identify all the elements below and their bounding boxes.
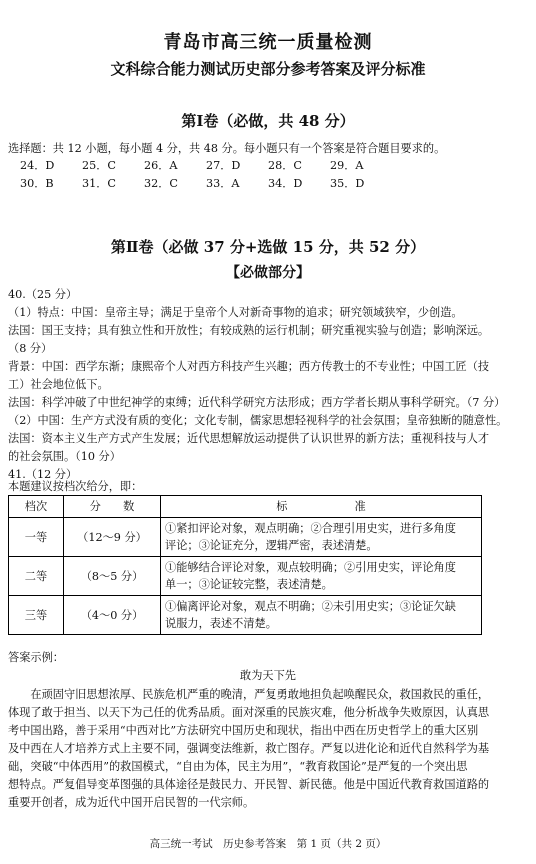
q41-heading: 41.（12 分） xyxy=(8,468,78,481)
criteria-line: 说服力，表述不清楚。 xyxy=(165,617,277,630)
table-header-row xyxy=(9,496,482,518)
criteria-line: 单一；③论证较完整，表述清楚。 xyxy=(165,578,333,591)
q40-line: 背景：中国：西学东渐；康熙帝个人对西方科技产生兴趣；西方传教士的不专业性；中国工匠（技 xyxy=(8,360,490,373)
q40-line: 法国：资本主义生产方式产生发展；近代思想解放运动提供了认识世界的新方法；重视科技与人才 xyxy=(8,432,490,445)
essay-line: 重要开创者，成为近代中国开启民智的一代宗师。 xyxy=(8,796,255,809)
essay-line: 体现了敢于担当、以天下为己任的优秀品质。面对深重的民族灾难，他分析战争失败原因，认真思 xyxy=(8,706,490,719)
answer-item: 33．A xyxy=(206,177,240,190)
page-subtitle: 文科综合能力测试历史部分参考答案及评分标准 xyxy=(110,60,426,78)
grading-table xyxy=(8,495,482,635)
answer-item: 26．A xyxy=(144,159,178,172)
answer-item: 29．A xyxy=(330,159,364,172)
q40-line: 40.（25 分） xyxy=(8,288,78,301)
page-title: 青岛市高三统一质量检测 xyxy=(163,32,373,53)
answer-item: 28．C xyxy=(268,159,302,172)
criteria-line: ①紧扣评论对象，观点明确；②合理引用史实，进行多角度 xyxy=(165,522,456,535)
table-header-score: 分 数 xyxy=(64,496,161,518)
essay-line: 础，突破“中体西用”的救国模式，“自由为体，民主为用”，“教育救国论”是严复的一个突出思 xyxy=(8,760,468,773)
section1-instructions: 选择题：共 12 小题，每小题 4 分，共 48 分。每小题只有一个答案是符合题目要求的。 xyxy=(8,142,446,155)
row-score: （4～0 分） xyxy=(64,596,161,635)
table-row xyxy=(9,596,482,635)
row-level: 三等 xyxy=(9,596,64,635)
essay-title: 敢为天下先 xyxy=(240,669,296,682)
q40-line: 法国：科学冲破了中世纪神学的束缚；近代科学研究方法形成；西方学者长期从事科学研究。（7 分） xyxy=(8,396,506,409)
essay-line: 想特点。严复倡导变革图强的具体途径是鼓民力、开民智、新民德。他是中国近代教育救国道路的 xyxy=(8,778,490,791)
table-header-level: 档次 xyxy=(9,496,64,518)
answer-item: 35．D xyxy=(330,177,365,190)
answer-item: 24．D xyxy=(20,159,55,172)
answer-item: 34．D xyxy=(268,177,303,190)
essay-line: 在顽固守旧思想浓厚、民族危机严重的晚清，严复勇敢地担负起唤醒民众，救国救民的重任， xyxy=(8,688,490,701)
row-criteria xyxy=(161,596,482,635)
q41-instruction: 本题建议按档次给分，即： xyxy=(8,480,143,493)
criteria-line: ①能够结合评论对象，观点较明确；②引用史实，评论角度 xyxy=(165,561,456,574)
essay-line: 考中国出路，善于采用“中西对比”方法研究中国历史和现状，指出中西在历史哲学上的重大区别 xyxy=(8,724,479,737)
row-level: 一等 xyxy=(9,518,64,557)
answer-item: 25．C xyxy=(82,159,116,172)
q40-line: 工）社会地位低下。 xyxy=(8,378,109,391)
q40-line: （8 分） xyxy=(8,342,53,355)
row-level: 二等 xyxy=(9,557,64,596)
essay-line: 及中西在人才培养方式上主要不同，强调变法维新，救亡图存。严复以进化论和近代自然科学为基 xyxy=(8,742,490,755)
criteria-line: 评论；③论证充分，逻辑严密，表述清楚。 xyxy=(165,539,378,552)
section2-subheading: 【必做部分】 xyxy=(226,265,310,281)
q40-line: （2）中国：生产方式没有质的变化；文化专制，儒家思想轻视科学的社会氛围；皇帝独断的随意性。 xyxy=(8,414,508,427)
table-row xyxy=(9,518,482,557)
row-criteria xyxy=(161,557,482,596)
q40-line: 的社会氛围。（10 分） xyxy=(8,450,121,463)
q40-line: （1）特点：中国：皇帝主导；满足于皇帝个人对新奇事物的追求；研究领域狭窄，少创造。 xyxy=(8,306,463,319)
criteria-line: ①偏离评论对象，观点不明确；②未引用史实；③论证欠缺 xyxy=(165,600,456,613)
row-score: （8～5 分） xyxy=(64,557,161,596)
page-footer: 高三统一考试 历史参考答案 第 1 页（共 2 页） xyxy=(149,838,387,850)
answer-item: 30．B xyxy=(20,177,54,190)
section2-heading: 第Ⅱ卷（必做 37 分+选做 15 分，共 52 分） xyxy=(110,238,426,256)
section1-heading: 第Ⅰ卷（必做，共 48 分） xyxy=(181,112,355,130)
answer-item: 32．C xyxy=(144,177,178,190)
example-label: 答案示例： xyxy=(8,651,64,664)
answers-row-1 xyxy=(20,157,392,175)
table-row xyxy=(9,557,482,596)
row-criteria xyxy=(161,518,482,557)
answers-row-2 xyxy=(20,175,392,193)
q40-line: 法国：国王支持；具有独立性和开放性；有较成熟的运行机制；研究重视实验与创造；影响深远。 xyxy=(8,324,490,337)
row-score: （12～9 分） xyxy=(64,518,161,557)
table-header-criteria: 标 准 xyxy=(161,496,482,518)
answer-item: 31．C xyxy=(82,177,116,190)
answer-item: 27．D xyxy=(206,159,241,172)
